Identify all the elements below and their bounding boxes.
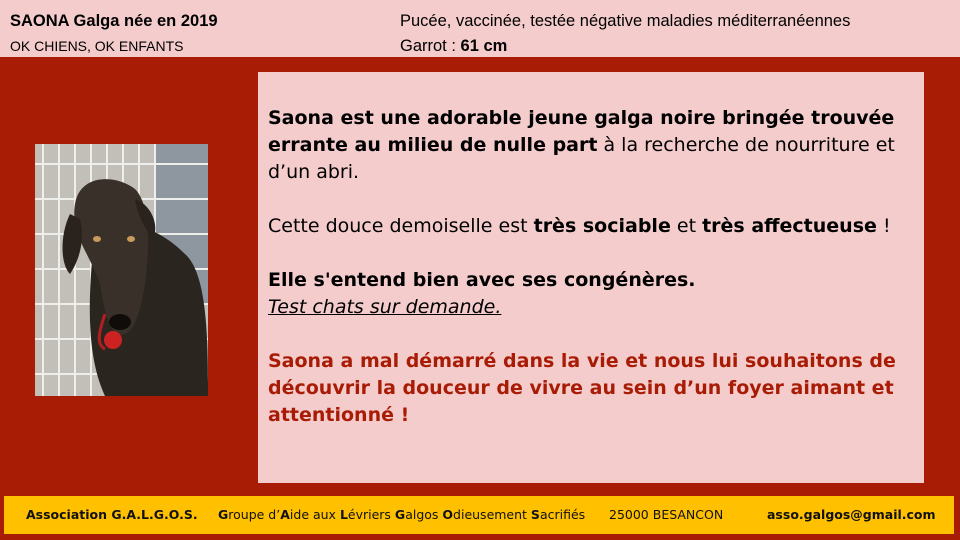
description-text bbox=[268, 105, 908, 429]
compat-dogs: Elle s'entend bien avec ses congénères. bbox=[268, 269, 696, 291]
footer-band bbox=[4, 496, 954, 534]
paragraph-closing: Saona a mal démarré dans la vie et nous lui souhaitons de découvrir la douceur de vivre au sein d’un foyer aimant et attentionné ! bbox=[268, 350, 896, 426]
dog-name-title: SAONA Galga née en 2019 bbox=[10, 12, 218, 30]
description-panel bbox=[258, 72, 924, 483]
intro-bold: Saona est une adorable jeune galga noire bringée trouvée errante au milieu de nulle part bbox=[268, 107, 895, 156]
association-email[interactable]: asso.galgos@gmail.com bbox=[767, 507, 936, 522]
height-value: 61 cm bbox=[460, 37, 508, 55]
dog-photo bbox=[35, 144, 208, 396]
association-city: 25000 BESANCON bbox=[609, 507, 724, 522]
paragraph-compat bbox=[268, 267, 908, 294]
height-label: Garrot : bbox=[400, 37, 456, 55]
intro-rest: à la recherche de nourriture et d’un abri. bbox=[268, 134, 895, 183]
personality-text-1: Cette douce demoiselle est bbox=[268, 215, 534, 237]
cats-test-note: Test chats sur demande. bbox=[268, 296, 502, 318]
personality-text-2: et bbox=[670, 215, 703, 237]
dog-photo-illustration bbox=[35, 144, 208, 396]
paragraph-personality bbox=[268, 213, 908, 240]
height-info bbox=[400, 37, 507, 56]
association-name: Association G.A.L.G.O.S. bbox=[26, 507, 198, 522]
health-info: Pucée, vaccinée, testée négative maladies méditerranéennes bbox=[400, 12, 851, 30]
personality-sociable: très sociable bbox=[533, 215, 671, 237]
compatibility-label: OK CHIENS, OK ENFANTS bbox=[10, 38, 184, 54]
personality-text-3: ! bbox=[876, 215, 891, 237]
personality-affectionate: très affectueuse bbox=[702, 215, 877, 237]
paragraph-cats bbox=[268, 294, 908, 321]
paragraph-intro bbox=[268, 105, 908, 186]
association-description: Groupe d’Aide aux Lévriers Galgos Odieusement Sacrifiés bbox=[218, 507, 586, 522]
header-band bbox=[0, 0, 960, 57]
